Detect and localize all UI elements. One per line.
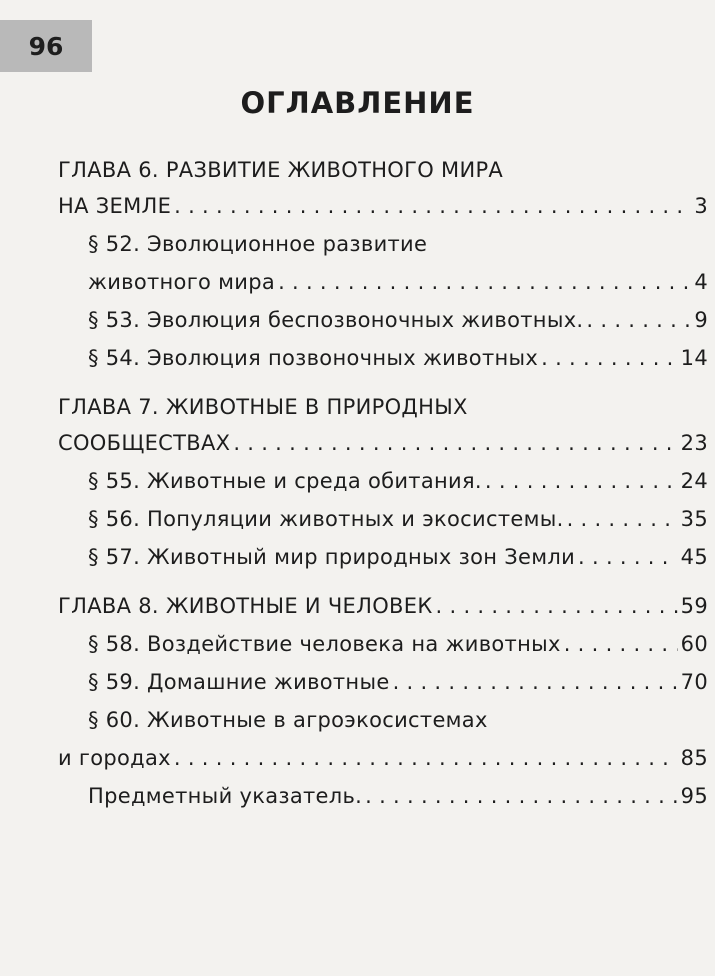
toc-chapter-6-line-1[interactable] bbox=[58, 152, 708, 188]
dot-leader bbox=[541, 340, 678, 376]
toc-page-number: 70 bbox=[680, 670, 708, 694]
toc-chapter-6-line-2[interactable] bbox=[58, 188, 708, 224]
toc-entry-text: § 54. Эволюция позвоночных животных bbox=[88, 346, 539, 370]
toc-entry-text: § 57. Животный мир природных зон Земли bbox=[88, 545, 576, 569]
toc-entry-text: § 55. Животные и среда обитания. bbox=[88, 469, 482, 493]
dot-leader bbox=[564, 626, 678, 662]
toc-subject-index[interactable] bbox=[58, 778, 708, 814]
toc-section-52-line-1[interactable] bbox=[58, 226, 708, 262]
toc-entry-text: животного мира bbox=[88, 270, 276, 294]
toc-page-number: 60 bbox=[680, 632, 708, 656]
toc-section-52-line-2[interactable] bbox=[58, 264, 708, 300]
dot-leader bbox=[174, 188, 691, 224]
toc-section-60-line-1[interactable] bbox=[58, 702, 708, 738]
dot-leader bbox=[436, 588, 678, 624]
toc-page-number: 9 bbox=[694, 308, 708, 332]
table-of-contents bbox=[58, 152, 708, 814]
dot-leader bbox=[278, 264, 691, 300]
dot-leader bbox=[233, 425, 677, 461]
toc-entry-text: Предметный указатель. bbox=[88, 784, 363, 808]
toc-section-54[interactable] bbox=[58, 340, 708, 376]
toc-entry-text: § 58. Воздействие человека на животных bbox=[88, 632, 561, 656]
toc-page-number: 95 bbox=[680, 784, 708, 808]
page-number-tab bbox=[0, 20, 92, 72]
dot-leader bbox=[174, 740, 678, 776]
toc-page-number: 23 bbox=[680, 431, 708, 455]
toc-entry-text: § 60. Животные в агроэкосистемах bbox=[88, 708, 488, 732]
toc-entry-text: § 52. Эволюционное развитие bbox=[88, 232, 428, 256]
toc-section-56[interactable] bbox=[58, 501, 708, 537]
toc-page-number: 14 bbox=[680, 346, 708, 370]
page-number: 96 bbox=[28, 31, 64, 61]
dot-leader bbox=[485, 463, 678, 499]
toc-section-57[interactable] bbox=[58, 539, 708, 575]
toc-entry-text: ГЛАВА 7. ЖИВОТНЫЕ В ПРИРОДНЫХ bbox=[58, 395, 468, 419]
toc-entry-text: § 59. Домашние животные bbox=[88, 670, 390, 694]
dot-leader bbox=[578, 539, 678, 575]
toc-page-number: 35 bbox=[680, 507, 708, 531]
toc-section-55[interactable] bbox=[58, 463, 708, 499]
toc-page-number: 3 bbox=[694, 194, 708, 218]
toc-section-59[interactable] bbox=[58, 664, 708, 700]
dot-leader bbox=[586, 302, 691, 338]
toc-entry-text: ГЛАВА 8. ЖИВОТНЫЕ И ЧЕЛОВЕК bbox=[58, 594, 433, 618]
toc-entry-text: НА ЗЕМЛЕ bbox=[58, 194, 172, 218]
toc-section-53[interactable] bbox=[58, 302, 708, 338]
toc-chapter-7-line-2[interactable] bbox=[58, 425, 708, 461]
toc-page-number: 4 bbox=[694, 270, 708, 294]
toc-entry-text: и городах bbox=[58, 746, 171, 770]
toc-section-60-line-2[interactable] bbox=[58, 740, 708, 776]
dot-leader bbox=[365, 778, 678, 814]
dot-leader bbox=[567, 501, 678, 537]
toc-page-number: 24 bbox=[680, 469, 708, 493]
page-title: ОГЛАВЛЕНИЕ bbox=[240, 86, 475, 120]
toc-entry-text: § 53. Эволюция беспозвоночных животных. bbox=[88, 308, 584, 332]
toc-page-number: 45 bbox=[680, 545, 708, 569]
toc-entry-text: СООБЩЕСТВАХ bbox=[58, 431, 231, 455]
toc-section-58[interactable] bbox=[58, 626, 708, 662]
toc-entry-text: ГЛАВА 6. РАЗВИТИЕ ЖИВОТНОГО МИРА bbox=[58, 158, 504, 182]
toc-page-number: 59 bbox=[680, 594, 708, 618]
toc-chapter-7-line-1[interactable] bbox=[58, 389, 708, 425]
toc-page-number: 85 bbox=[680, 746, 708, 770]
dot-leader bbox=[393, 664, 678, 700]
toc-chapter-8[interactable] bbox=[58, 588, 708, 624]
toc-entry-text: § 56. Популяции животных и экосистемы. bbox=[88, 507, 564, 531]
